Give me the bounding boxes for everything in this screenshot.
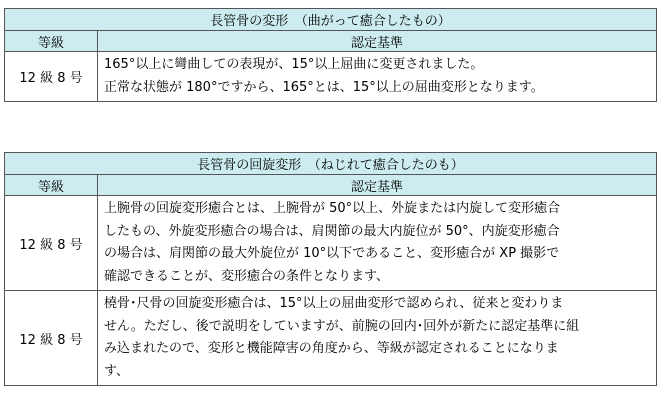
grade-header: 等級 — [5, 31, 98, 52]
rotational-deformity-table — [4, 152, 657, 386]
table-title: 長管骨の変形 （曲がって癒合したもの） — [5, 9, 657, 31]
table-row — [5, 196, 657, 291]
grade-cell: 12 級 8 号 — [5, 196, 98, 291]
criteria-line: 正常な状態が 180°ですから、165°とは、15°以上の屈曲変形となります。 — [104, 79, 544, 95]
criteria-line: せん。ただし、後で説明をしていますが、前腕の回内･回外が新たに認定基準に組 — [104, 318, 580, 334]
criteria-line: 165°以上に彎曲しての表現が、15°以上屈曲に変更されました。 — [104, 57, 484, 72]
grade-cell: 12 級 8 号 — [5, 291, 98, 386]
criteria-line: 確認できることが、変形癒合の条件となります、 — [104, 268, 389, 284]
grade-cell: 12 級 8 号 — [5, 52, 98, 102]
criteria-line: み込まれたので、変形と機能障害の角度から、等級が認定されることになりま — [104, 341, 559, 356]
criteria-cell — [98, 52, 657, 102]
table-row — [5, 52, 657, 102]
criteria-cell — [98, 196, 657, 291]
criteria-header: 認定基準 — [98, 175, 657, 196]
criteria-line: す、 — [104, 363, 129, 379]
table-row — [5, 291, 657, 386]
criteria-line: の場合は、肩関節の最大外旋位が 10°以下であること、変形癒合が XP 撮影で — [104, 246, 560, 261]
criteria-line: したもの、外旋変形癒合の場合は、肩関節の最大内旋位が 50°、内旋変形癒合 — [104, 223, 560, 239]
table-title-row — [5, 153, 657, 175]
bone-deformity-table — [4, 8, 657, 102]
table-title: 長管骨の回旋変形 （ねじれて癒合したのも） — [5, 153, 657, 175]
criteria-cell — [98, 291, 657, 386]
table-header-row — [5, 175, 657, 196]
criteria-line: 上腕骨の回旋変形癒合とは、上腕骨が 50°以上、外旋または内旋して変形癒合 — [104, 201, 561, 216]
criteria-header: 認定基準 — [98, 31, 657, 52]
table-header-row — [5, 31, 657, 52]
grade-header: 等級 — [5, 175, 98, 196]
criteria-line: 橈骨･尺骨の回旋変形癒合は、15°以上の屈曲変形で認められ、従来と変わりま — [104, 296, 564, 311]
table-title-row — [5, 9, 657, 31]
